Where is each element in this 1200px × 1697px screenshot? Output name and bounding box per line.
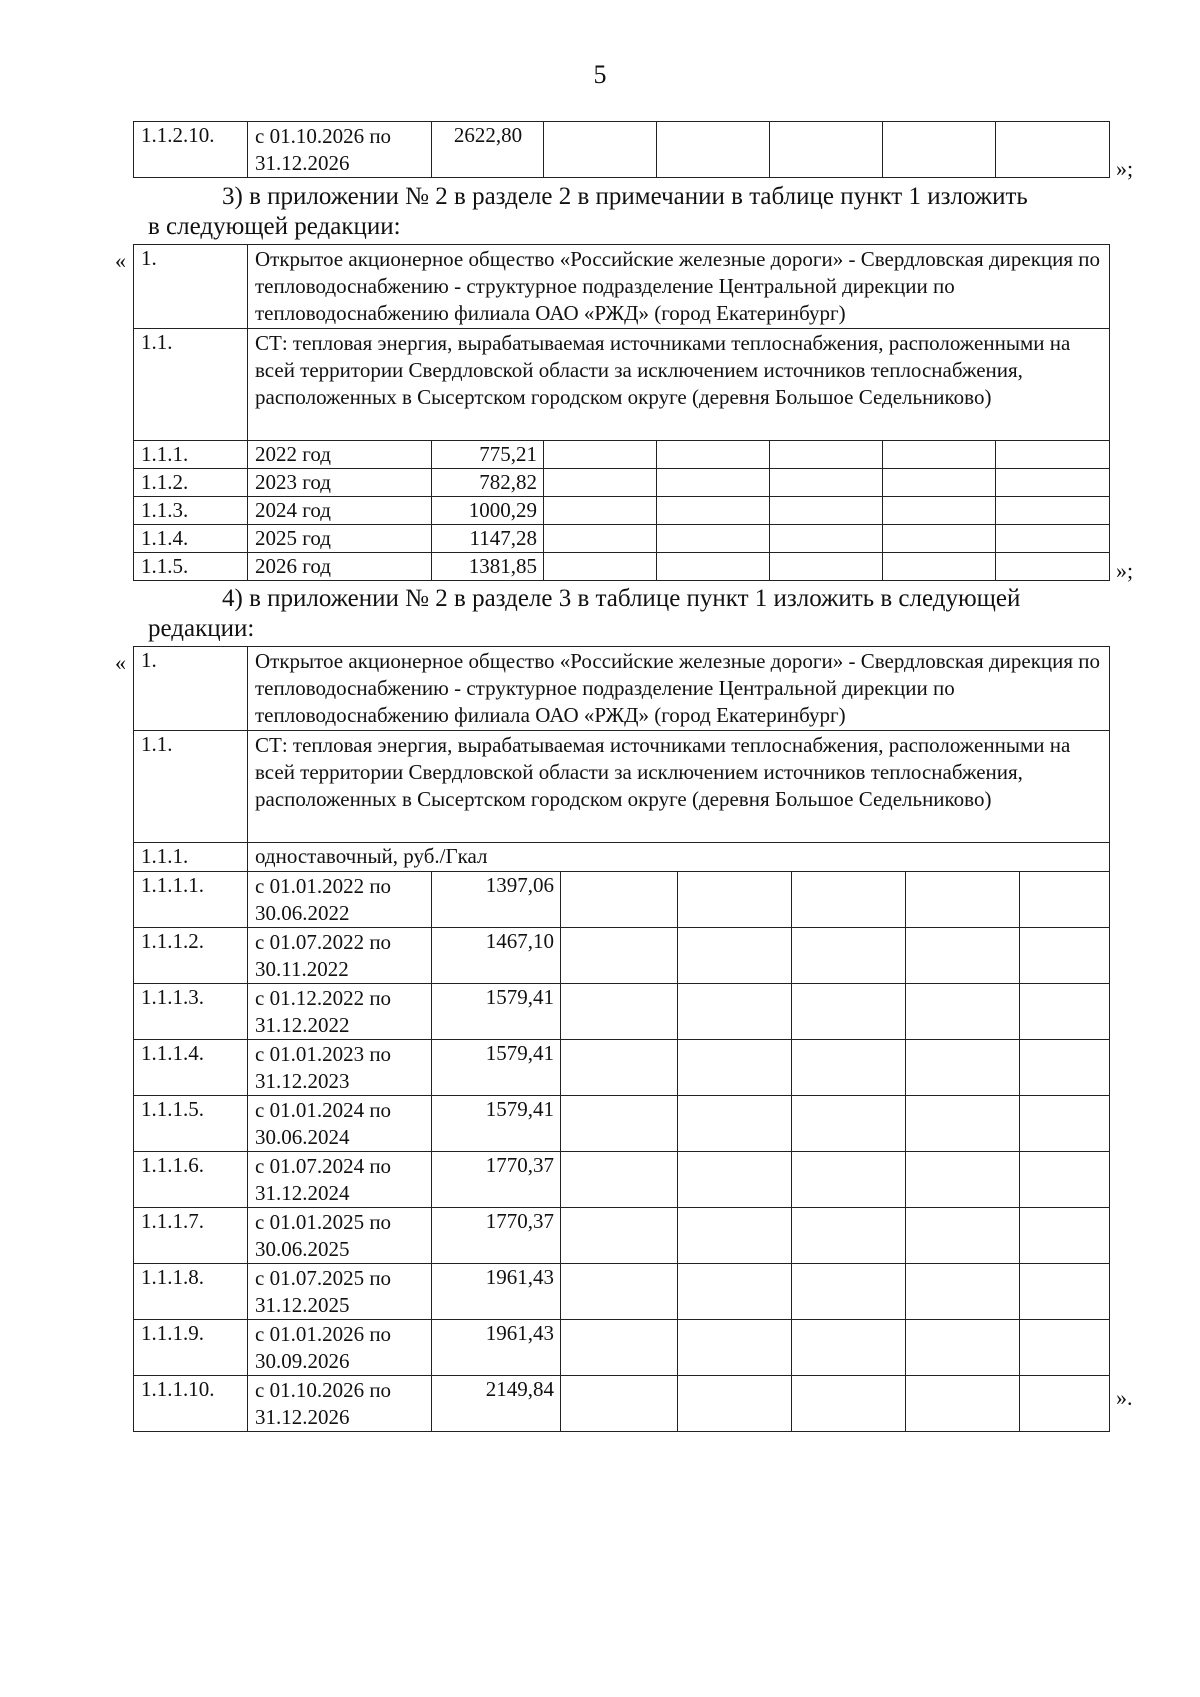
row-value: 1467,10 (432, 928, 561, 984)
row-value: 1579,41 (432, 984, 561, 1040)
tariff-type: одноставочный, руб./Гкал (248, 843, 1110, 872)
row-period: 2022 год (248, 441, 432, 469)
table-row (134, 553, 1110, 581)
row-code: 1.1.4. (134, 525, 248, 553)
row-code: 1.1.5. (134, 553, 248, 581)
tariff-description: СТ: тепловая энергия, вырабатываемая источниками теплоснабжения, расположенными на всей территории Свердловской области за исключением источников теплоснабжения, расположенных в Сысертском городском округе (деревня Большое Седельниково) (248, 731, 1110, 843)
table-row (134, 1320, 1110, 1376)
row-period: 2026 год (248, 553, 432, 581)
organization-name: Открытое акционерное общество «Российские железные дороги» - Свердловская дирекция по тепловодоснабжению - структурное подразделение Центральной дирекции по тепловодоснабжению филиала ОАО «РЖД» (город Екатеринбург) (248, 647, 1110, 731)
paragraph-3-line2: в следующей редакции: (148, 213, 401, 240)
row-code: 1. (134, 245, 248, 329)
row-code: 1.1.1.5. (134, 1096, 248, 1152)
opening-quote: « (115, 248, 126, 273)
row-code: 1.1.1.8. (134, 1264, 248, 1320)
table-row (134, 1152, 1110, 1208)
table-row (134, 872, 1110, 928)
organization-name: Открытое акционерное общество «Российские железные дороги» - Свердловская дирекция по тепловодоснабжению - структурное подразделение Центральной дирекции по тепловодоснабжению филиала ОАО «РЖД» (город Екатеринбург) (248, 245, 1110, 329)
row-period: с 01.07.2022 по 30.11.2022 (248, 928, 432, 984)
row-code: 1.1.1. (134, 843, 248, 872)
tariff-table-section-2 (133, 244, 1110, 581)
row-code: 1.1.1. (134, 441, 248, 469)
row-code: 1.1. (134, 731, 248, 843)
row-value: 1000,29 (432, 497, 544, 525)
table-row (134, 1264, 1110, 1320)
row-period: с 01.10.2026 по 31.12.2026 (248, 122, 432, 178)
row-period: 2024 год (248, 497, 432, 525)
tariff-table-section-3 (133, 646, 1110, 1432)
row-period: с 01.01.2023 по 31.12.2023 (248, 1040, 432, 1096)
opening-quote: « (115, 650, 126, 675)
row-code: 1. (134, 647, 248, 731)
paragraph-4-line2: редакции: (148, 615, 255, 642)
row-value: 1961,43 (432, 1264, 561, 1320)
row-value: 1147,28 (432, 525, 544, 553)
row-period: с 01.12.2022 по 31.12.2022 (248, 984, 432, 1040)
row-value: 1770,37 (432, 1208, 561, 1264)
table-row (134, 731, 1110, 843)
row-value: 1381,85 (432, 553, 544, 581)
row-period: 2023 год (248, 469, 432, 497)
row-period: с 01.01.2026 по 30.09.2026 (248, 1320, 432, 1376)
row-code: 1.1.1.3. (134, 984, 248, 1040)
row-period: с 01.07.2025 по 31.12.2025 (248, 1264, 432, 1320)
row-period: с 01.01.2022 по 30.06.2022 (248, 872, 432, 928)
row-period: с 01.01.2025 по 30.06.2025 (248, 1208, 432, 1264)
row-period: с 01.01.2024 по 30.06.2024 (248, 1096, 432, 1152)
table-row (134, 525, 1110, 553)
row-value: 1961,43 (432, 1320, 561, 1376)
table-row (134, 1208, 1110, 1264)
closing-quote: »; (1116, 558, 1134, 583)
table-row (134, 843, 1110, 872)
row-value: 775,21 (432, 441, 544, 469)
row-code: 1.1.1.7. (134, 1208, 248, 1264)
table-row (134, 1040, 1110, 1096)
row-code: 1.1.2. (134, 469, 248, 497)
tariff-table-fragment (133, 121, 1110, 178)
row-period: с 01.10.2026 по 31.12.2026 (248, 1376, 432, 1432)
table-row (134, 245, 1110, 329)
row-code: 1.1.1.1. (134, 872, 248, 928)
row-value: 1579,41 (432, 1096, 561, 1152)
table-row (134, 1376, 1110, 1432)
row-value: 2149,84 (432, 1376, 561, 1432)
row-code: 1.1. (134, 329, 248, 441)
table-row (134, 329, 1110, 441)
row-value: 1770,37 (432, 1152, 561, 1208)
table-row (134, 647, 1110, 731)
row-code: 1.1.1.4. (134, 1040, 248, 1096)
row-value: 782,82 (432, 469, 544, 497)
tariff-description: СТ: тепловая энергия, вырабатываемая источниками теплоснабжения, расположенными на всей территории Свердловской области за исключением источников теплоснабжения, расположенных в Сысертском городском округе (деревня Большое Седельниково) (248, 329, 1110, 441)
row-value: 2622,80 (432, 122, 544, 178)
row-code: 1.1.1.2. (134, 928, 248, 984)
row-code: 1.1.1.9. (134, 1320, 248, 1376)
row-period: 2025 год (248, 525, 432, 553)
row-code: 1.1.2.10. (134, 122, 248, 178)
closing-quote: »; (1116, 156, 1134, 181)
closing-quote: ». (1116, 1385, 1133, 1410)
row-code: 1.1.1.10. (134, 1376, 248, 1432)
table-row (134, 984, 1110, 1040)
table-row (134, 122, 1110, 178)
row-code: 1.1.1.6. (134, 1152, 248, 1208)
table-row (134, 928, 1110, 984)
paragraph-4-line1: 4) в приложении № 2 в разделе 3 в таблице пункт 1 изложить в следующей (222, 585, 1021, 612)
table-row (134, 497, 1110, 525)
paragraph-3-line1: 3) в приложении № 2 в разделе 2 в примечании в таблице пункт 1 изложить (222, 183, 1028, 210)
row-value: 1579,41 (432, 1040, 561, 1096)
table-row (134, 441, 1110, 469)
page-number: 5 (593, 60, 607, 89)
row-value: 1397,06 (432, 872, 561, 928)
row-code: 1.1.3. (134, 497, 248, 525)
table-row (134, 469, 1110, 497)
table-row (134, 1096, 1110, 1152)
row-period: с 01.07.2024 по 31.12.2024 (248, 1152, 432, 1208)
